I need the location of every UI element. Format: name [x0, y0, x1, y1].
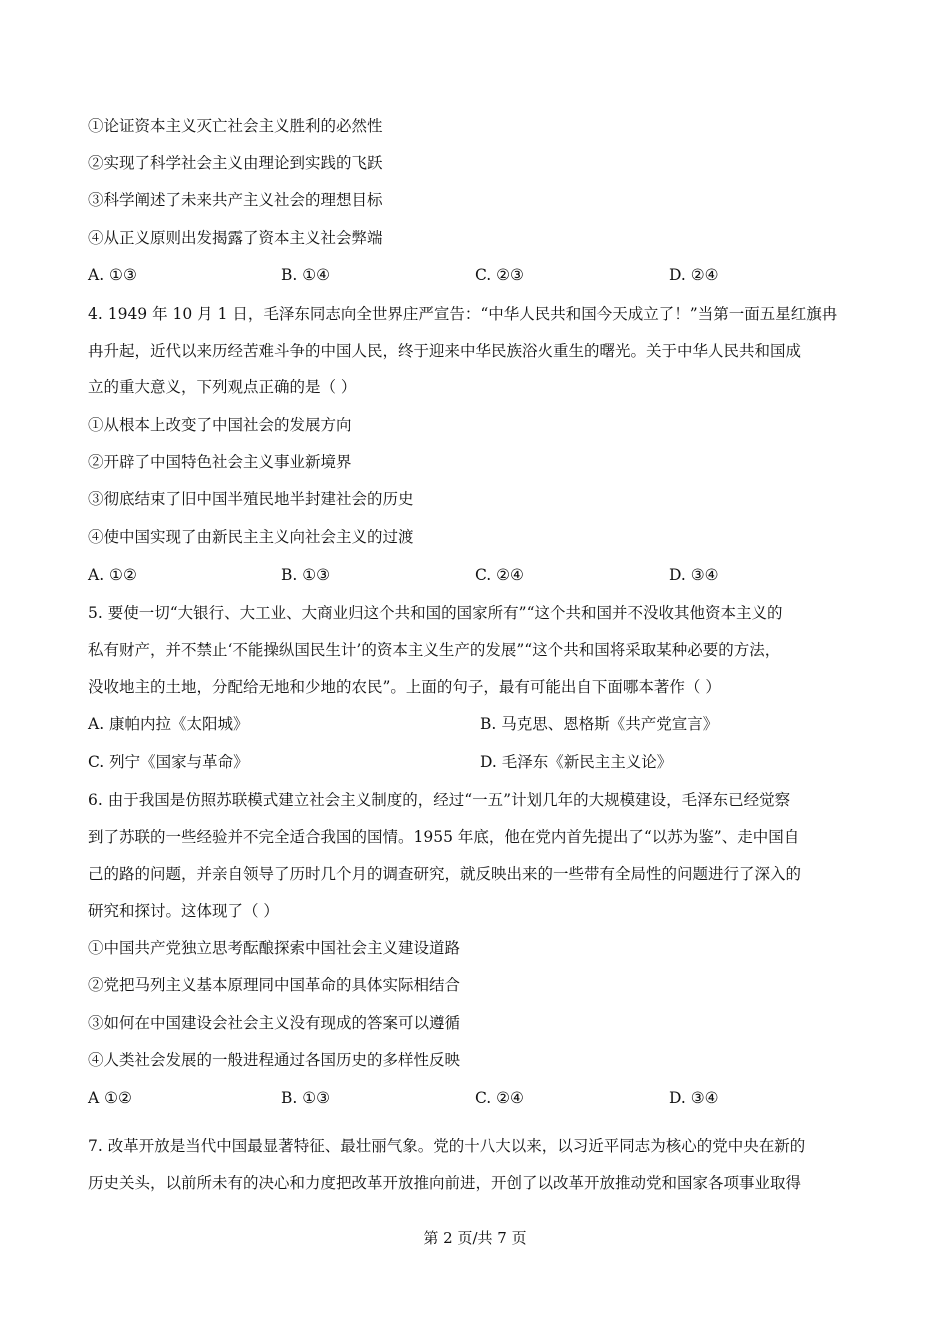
q3-item-4: ④从正义原则出发揭露了资本主义社会弊端 — [88, 229, 383, 247]
q3-option-d: D. ②④ — [669, 266, 719, 284]
q6-option-a: A ①② — [88, 1089, 132, 1107]
q5-option-c: C. 列宁《国家与革命》 — [88, 753, 249, 771]
q6-stem-line-4: 研究和探讨。这体现了（ ） — [88, 902, 279, 920]
page-footer: 第 2 页/共 7 页 — [423, 1229, 527, 1247]
q6-stem-line-1: 6. 由于我国是仿照苏联模式建立社会主义制度的，经过“一五”计划几年的大规模建设，毛泽东已经觉察 — [88, 791, 791, 809]
q4-stem-line-1: 4. 1949 年 10 月 1 日，毛泽东同志向全世界庄严宣告：“中华人民共和国今天成立了！”当第一面五星红旗冉 — [88, 305, 838, 323]
q3-option-b: B. ①④ — [281, 266, 331, 284]
q5-option-d: D. 毛泽东《新民主主义论》 — [480, 753, 673, 771]
q6-item-4: ④人类社会发展的一般进程通过各国历史的多样性反映 — [88, 1051, 461, 1069]
q5-options-row-2 — [88, 752, 868, 772]
q4-item-4: ④使中国实现了由新民主主义向社会主义的过渡 — [88, 528, 414, 546]
q4-stem-line-2: 冉升起，近代以来历经苦难斗争的中国人民，终于迎来中华民族浴火重生的曙光。关于中华人民共和国成 — [88, 342, 802, 360]
q5-option-b: B. 马克思、恩格斯《共产党宣言》 — [480, 715, 719, 733]
q3-item-2: ②实现了科学社会主义由理论到实践的飞跃 — [88, 154, 383, 172]
q5-options-row-1 — [88, 714, 868, 734]
q6-option-c: C. ②④ — [475, 1089, 524, 1107]
q3-options — [88, 265, 868, 285]
q4-item-2: ②开辟了中国特色社会主义事业新境界 — [88, 453, 352, 471]
q6-item-3: ③如何在中国建设会社会主义没有现成的答案可以遵循 — [88, 1014, 461, 1032]
q6-item-2: ②党把马列主义基本原理同中国革命的具体实际相结合 — [88, 976, 461, 994]
q6-option-b: B. ①③ — [281, 1089, 331, 1107]
q6-options — [88, 1088, 868, 1108]
q5-option-a: A. 康帕内拉《太阳城》 — [88, 715, 249, 733]
q6-item-1: ①中国共产党独立思考酝酿探索中国社会主义建设道路 — [88, 939, 461, 957]
q5-stem-line-1: 5. 要使一切“大银行、大工业、大商业归这个共和国的国家所有”“这个共和国并不没收其他资本主义的 — [88, 604, 783, 622]
q3-option-a: A. ①③ — [88, 266, 137, 284]
q4-option-b: B. ①③ — [281, 566, 331, 584]
q3-option-c: C. ②③ — [475, 266, 524, 284]
q5-stem-line-3: 没收地主的土地，分配给无地和少地的农民”。上面的句子，最有可能出自下面哪本著作（ ） — [88, 678, 721, 696]
q6-option-d: D. ③④ — [669, 1089, 719, 1107]
q4-item-3: ③彻底结束了旧中国半殖民地半封建社会的历史 — [88, 490, 414, 508]
q7-stem-line-1: 7. 改革开放是当代中国最显著特征、最壮丽气象。党的十八大以来，以习近平同志为核心的党中央在新的 — [88, 1137, 806, 1155]
q7-stem-line-2: 历史关头，以前所未有的决心和力度把改革开放推向前进，开创了以改革开放推动党和国家各项事业取得 — [88, 1174, 802, 1192]
q4-options — [88, 565, 868, 585]
q6-stem-line-2: 到了苏联的一些经验并不完全适合我国的国情。1955 年底，他在党内首先提出了“以苏为鉴”、走中国自 — [88, 828, 800, 846]
q4-option-d: D. ③④ — [669, 566, 719, 584]
q4-stem-line-3: 立的重大意义，下列观点正确的是（ ） — [88, 378, 357, 396]
q6-stem-line-3: 己的路的问题，并亲自领导了历时几个月的调查研究，就反映出来的一些带有全局性的问题进行了深入的 — [88, 865, 802, 883]
q4-item-1: ①从根本上改变了中国社会的发展方向 — [88, 416, 352, 434]
q5-stem-line-2: 私有财产，并不禁止‘不能操纵国民生计’的资本主义生产的发展”“这个共和国将采取某种必要的方法， — [88, 641, 781, 659]
q4-option-c: C. ②④ — [475, 566, 524, 584]
q3-item-1: ①论证资本主义灭亡社会主义胜利的必然性 — [88, 117, 383, 135]
q3-item-3: ③科学阐述了未来共产主义社会的理想目标 — [88, 191, 383, 209]
q4-option-a: A. ①② — [88, 566, 137, 584]
